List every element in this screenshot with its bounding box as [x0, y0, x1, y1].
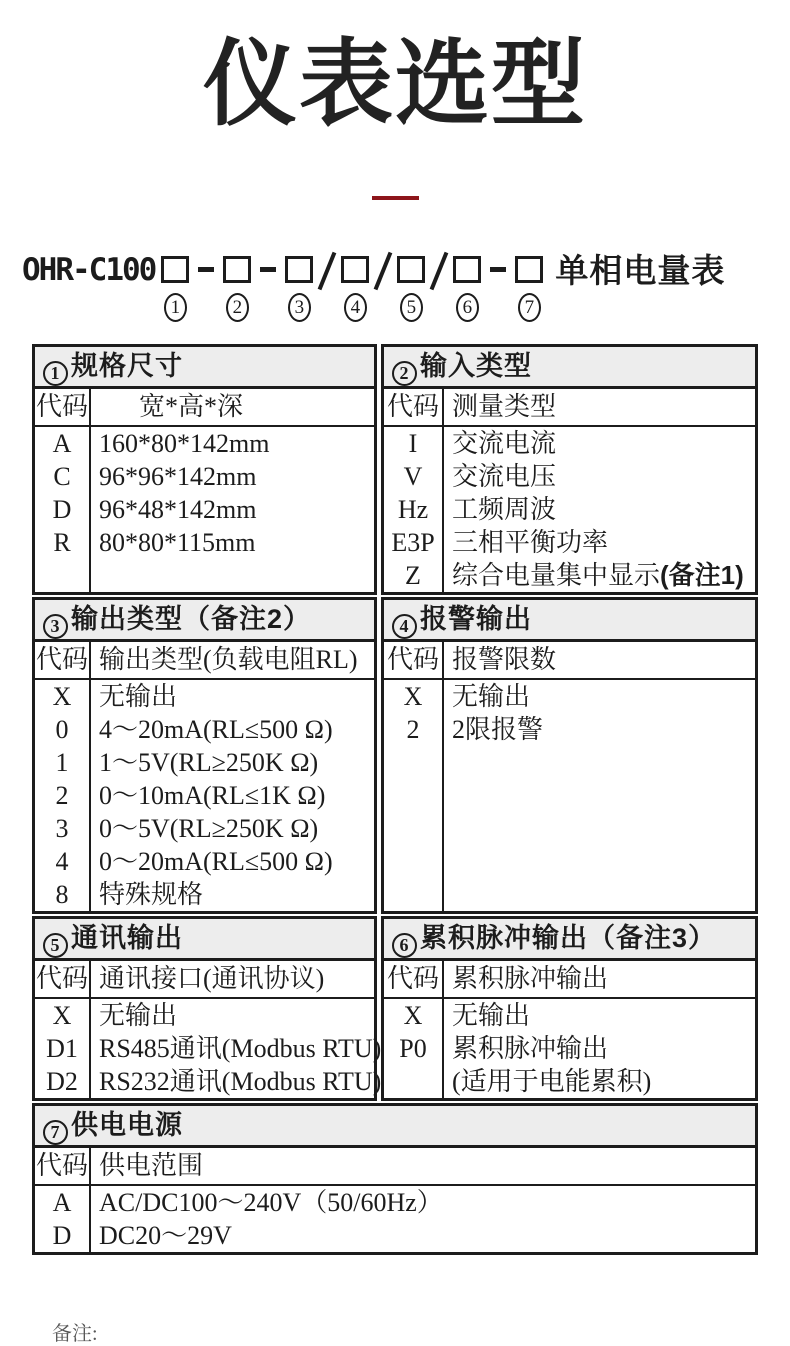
selection-table-3	[32, 597, 377, 914]
table-body	[384, 427, 755, 592]
selection-table-4	[381, 597, 758, 914]
code-header-cell: 代码	[35, 389, 91, 425]
model-unit-2	[223, 256, 251, 322]
separator-slash-icon	[318, 252, 337, 291]
desc-header-cell: 报警限数	[452, 645, 557, 674]
desc-cell: 160*80*142mm	[99, 429, 270, 458]
table-title-text: 通讯输出	[71, 923, 183, 953]
desc-column	[444, 999, 755, 1098]
desc-cell: 交流电流	[452, 429, 557, 458]
desc-cell: 无输出	[452, 1001, 531, 1030]
desc-cell: AC/DC100～240V（50/60Hz）	[99, 1188, 443, 1217]
accent-divider	[372, 196, 419, 200]
model-position-7: 7	[518, 293, 541, 322]
table-subheader	[35, 642, 374, 680]
code-cell: 8	[55, 880, 69, 909]
circled-number-icon: 7	[43, 1120, 68, 1145]
desc-cell: (适用于电能累积)	[452, 1067, 652, 1096]
desc-cell: RS485通讯(Modbus RTU)	[99, 1034, 382, 1063]
desc-header-cell: 累积脉冲输出	[452, 964, 609, 993]
code-cell: A	[52, 429, 72, 458]
circled-number-icon: 6	[392, 933, 417, 958]
code-cell: 1	[55, 748, 69, 777]
code-header-cell: 代码	[35, 961, 91, 997]
table-title	[384, 347, 755, 389]
model-box-7	[515, 256, 543, 283]
desc-cell: 96*96*142mm	[99, 462, 257, 491]
table-body	[384, 680, 755, 911]
selection-table-1	[32, 344, 377, 595]
desc-column	[444, 680, 755, 911]
desc-cell: 交流电压	[452, 462, 557, 491]
code-column	[35, 680, 91, 911]
table-title	[35, 919, 374, 961]
separator-slash-icon	[430, 252, 449, 291]
code-column	[384, 680, 444, 911]
code-header-cell: 代码	[384, 642, 444, 678]
code-column	[35, 999, 91, 1098]
bottom-note: 备注:	[52, 1323, 98, 1345]
model-unit-3	[285, 256, 313, 322]
code-cell: D	[52, 1221, 72, 1250]
code-header-cell: 代码	[384, 389, 444, 425]
circled-number-icon: 2	[392, 361, 417, 386]
selection-table-7	[32, 1103, 758, 1255]
model-unit-5	[397, 256, 425, 322]
separator-dash-icon	[490, 267, 506, 272]
selection-table-5	[32, 916, 382, 1101]
code-cell: A	[52, 1188, 72, 1217]
desc-cell: 0～20mA(RL≤500 Ω)	[99, 847, 333, 876]
code-cell	[384, 1065, 442, 1098]
desc-column	[91, 680, 374, 911]
desc-cell: 2限报警	[452, 715, 544, 744]
code-cell: I	[408, 429, 418, 458]
desc-header-cell: 宽*高*深	[139, 392, 244, 421]
table-title-text: 报警输出	[420, 604, 532, 634]
model-box-4	[341, 256, 369, 283]
model-unit-7	[515, 256, 543, 322]
selection-table-6	[381, 916, 758, 1101]
desc-header-cell: 测量类型	[452, 392, 557, 421]
circled-number-icon: 5	[43, 933, 68, 958]
desc-cell: 96*48*142mm	[99, 495, 257, 524]
desc-cell: 特殊规格	[99, 880, 204, 909]
code-column	[384, 999, 444, 1098]
separator-slash-icon	[374, 252, 393, 291]
code-cell: X	[52, 682, 72, 711]
table-title	[35, 600, 374, 642]
code-header-cell: 代码	[35, 1148, 91, 1184]
model-box-2	[223, 256, 251, 283]
table-subheader	[384, 389, 755, 427]
code-column	[35, 1186, 91, 1252]
desc-header-cell: 输出类型(负载电阻RL)	[99, 645, 358, 674]
table-body	[384, 999, 755, 1098]
code-cell: X	[403, 1001, 423, 1030]
code-cell: Hz	[397, 495, 429, 524]
desc-cell: 4～20mA(RL≤500 Ω)	[99, 715, 333, 744]
remark-ref: (备注1)	[660, 560, 744, 590]
circled-number-icon: 3	[43, 614, 68, 639]
code-cell: X	[403, 682, 423, 711]
table-body	[35, 427, 374, 592]
code-cell: 2	[55, 781, 69, 810]
code-column	[384, 427, 444, 592]
code-cell: 3	[55, 814, 69, 843]
desc-column	[444, 427, 755, 592]
desc-cell: 工频周波	[452, 495, 557, 524]
desc-cell: 三相平衡功率	[452, 528, 609, 557]
model-box-5	[397, 256, 425, 283]
model-position-3: 3	[288, 293, 311, 322]
code-cell: V	[403, 462, 423, 491]
code-column	[35, 427, 91, 592]
desc-text: 综合电量集中显示	[452, 561, 661, 590]
code-cell: Z	[405, 561, 421, 590]
table-title-text: 供电电源	[71, 1110, 183, 1140]
model-position-4: 4	[344, 293, 367, 322]
code-header-cell: 代码	[384, 961, 444, 997]
selection-tables	[32, 344, 758, 1255]
model-position-1: 1	[164, 293, 187, 322]
table-body	[35, 680, 374, 911]
page-title: 仪表选型	[202, 31, 587, 136]
desc-cell: 无输出	[452, 682, 531, 711]
desc-cell: RS232通讯(Modbus RTU)	[99, 1067, 382, 1096]
code-cell: D2	[46, 1067, 78, 1096]
table-pair-1	[32, 344, 758, 595]
model-unit-1	[161, 256, 189, 322]
table-title	[384, 600, 755, 642]
code-cell: 4	[55, 847, 69, 876]
desc-cell: 80*80*115mm	[99, 528, 256, 557]
model-position-5: 5	[400, 293, 423, 322]
code-cell: D	[52, 495, 72, 524]
desc-cell: 无输出	[99, 1001, 178, 1030]
model-prefix: OHR-C100	[22, 252, 156, 288]
table-subheader	[35, 389, 374, 427]
selection-table-2	[381, 344, 758, 595]
desc-cell: 累积脉冲输出	[452, 1034, 609, 1063]
table-pair-3	[32, 916, 758, 1101]
table-title	[35, 1106, 755, 1148]
desc-cell: 0～10mA(RL≤1K Ω)	[99, 781, 326, 810]
table-subheader	[384, 642, 755, 680]
code-cell: X	[52, 1001, 72, 1030]
table-subheader	[35, 961, 374, 999]
separator-dash-icon	[198, 267, 214, 272]
desc-cell	[452, 559, 755, 592]
table-body	[35, 999, 382, 1098]
desc-cell: 1～5V(RL≥250K Ω)	[99, 748, 319, 777]
code-cell: R	[53, 528, 71, 557]
table-title-text: 规格尺寸	[71, 351, 183, 381]
model-unit-4	[341, 256, 369, 322]
circled-number-icon: 4	[392, 614, 417, 639]
table-title-text: 输出类型（备注2）	[71, 604, 312, 634]
desc-column	[91, 427, 374, 592]
model-suffix: 单相电量表	[555, 252, 726, 289]
model-box-3	[285, 256, 313, 283]
table-title	[384, 919, 755, 961]
code-cell: 2	[406, 715, 420, 744]
model-box-1	[161, 256, 189, 283]
circled-number-icon: 1	[43, 361, 68, 386]
table-pair-2	[32, 597, 758, 914]
model-code-line	[22, 252, 790, 322]
desc-cell: 无输出	[99, 682, 178, 711]
table-subheader	[384, 961, 755, 999]
model-box-6	[453, 256, 481, 283]
desc-header-cell: 通讯接口(通讯协议)	[99, 964, 325, 993]
model-position-2: 2	[226, 293, 249, 322]
model-position-6: 6	[456, 293, 479, 322]
desc-header-cell: 供电范围	[99, 1151, 204, 1180]
desc-column	[91, 999, 381, 1098]
table-title-text: 累积脉冲输出（备注3）	[420, 923, 717, 953]
desc-cell: DC20～29V	[99, 1221, 232, 1250]
desc-cell: 0～5V(RL≥250K Ω)	[99, 814, 319, 843]
table-title	[35, 347, 374, 389]
code-header-cell: 代码	[35, 642, 91, 678]
code-cell: P0	[399, 1034, 427, 1063]
desc-column	[91, 1186, 755, 1252]
code-cell: D1	[46, 1034, 78, 1063]
model-unit-6	[453, 256, 481, 322]
code-cell: 0	[55, 715, 69, 744]
table-body	[35, 1186, 755, 1252]
code-cell: C	[53, 462, 71, 491]
separator-dash-icon	[260, 267, 276, 272]
table-subheader	[35, 1148, 755, 1186]
code-cell: E3P	[391, 528, 435, 557]
table-title-text: 输入类型	[420, 351, 532, 381]
